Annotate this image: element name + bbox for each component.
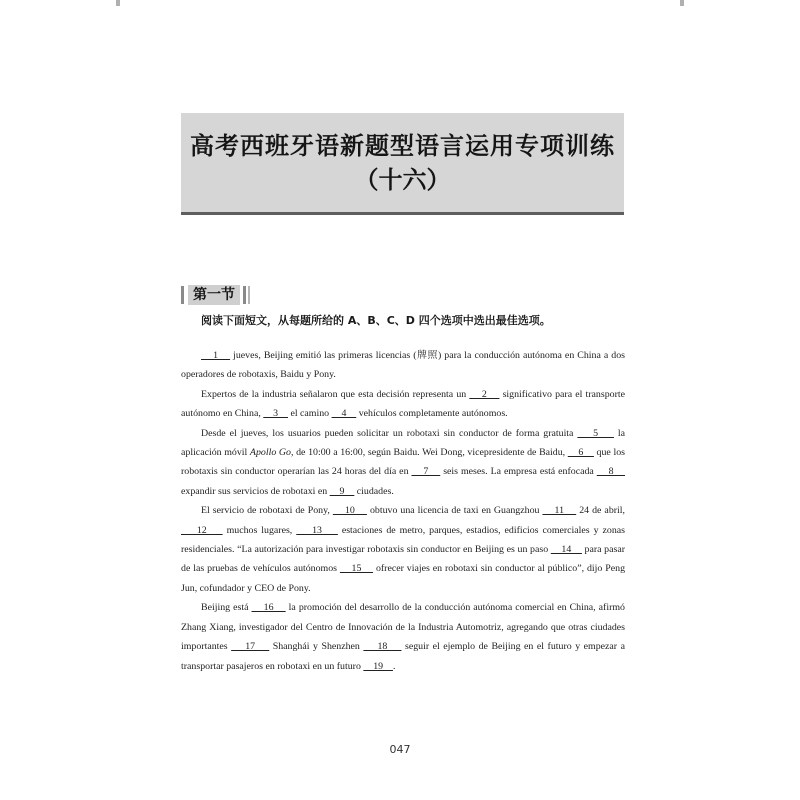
answer-blank: 9 [329, 485, 355, 497]
section-bar-left [181, 286, 184, 304]
passage-paragraph [181, 346, 625, 385]
answer-blank: 7 [411, 466, 441, 478]
answer-blank: 1 [201, 350, 231, 361]
page-subtitle: （十六） [354, 165, 451, 194]
reading-passage [181, 346, 625, 676]
passage-text: Beijing está [201, 602, 252, 614]
page-corner-mark-right [680, 0, 684, 6]
passage-paragraph [181, 385, 625, 424]
passage-paragraph [181, 424, 625, 502]
passage-text: seguir el ejemplo de Beijing en el futuro y empezar a transportar pasajeros en robotaxi en un futuro [181, 641, 626, 672]
section-instruction: 阅读下面短文，从每题所给的 A、B、C、D 四个选项中选出最佳选项。 [201, 314, 551, 327]
section-bar-right [243, 286, 246, 304]
answer-blank: 13 [296, 524, 338, 536]
passage-text: la aplicación móvil [181, 427, 625, 459]
answer-blank: 5 [577, 427, 614, 439]
answer-blank: 6 [567, 447, 594, 459]
answer-blank: 11 [542, 505, 577, 517]
section-heading [181, 285, 250, 305]
page-title: 高考西班牙语新题型语言运用专项训练 [190, 131, 615, 160]
answer-blank: 10 [332, 505, 367, 517]
passage-paragraph [181, 501, 625, 598]
passage-text: la promoción del desarrollo de la conducción autónoma comercial en China, afirmó Zhang Xiang, investigador del Centro de Innovación de la Industria Automotriz, agregando que otras ciudades importantes [181, 602, 625, 653]
passage-text: para pasar de las pruebas de vehículos autónomos [181, 544, 626, 575]
passage-text: el camino [287, 408, 332, 420]
answer-blank: 19 [363, 660, 393, 672]
passage-text: ofrecer viajes en robotaxi sin conductor al público”, dijo Peng Jun, cofundador y CEO de Pony. [181, 563, 626, 594]
passage-text: Shanghái y Shenzhen [269, 641, 364, 653]
passage-text: ciudades. [354, 485, 394, 497]
page-number: 047 [389, 743, 411, 756]
passage-text: vehículos completamente autónomos. [356, 408, 508, 420]
passage-text: . [392, 660, 396, 672]
page-corner-mark-left [116, 0, 120, 6]
passage-text: 24 de abril, [576, 505, 626, 517]
app-name-italic: Apollo Go [249, 447, 291, 459]
passage-text: Desde el jueves, los usuarios pueden solicitar un robotaxi sin conductor de forma gratuita [201, 427, 578, 439]
passage-paragraph [181, 598, 625, 676]
passage-text: seis meses. La empresa está enfocada [440, 466, 597, 478]
answer-blank: 18 [363, 641, 402, 653]
passage-text: obtuvo una licencia de taxi en Guangzhou [366, 505, 543, 517]
passage-text: muchos lugares, [222, 524, 297, 536]
answer-blank: 14 [550, 544, 582, 556]
answer-blank: 8 [596, 466, 626, 478]
title-banner [181, 113, 624, 215]
passage-text: estaciones de metro, parques, estadios, edificios comerciales y zonas residenciales. “La autorización para investigar robotaxis sin conductor en Beijing es un paso [181, 524, 626, 556]
answer-blank: 16 [251, 602, 286, 614]
passage-text: Expertos de la industria señalaron que esta decisión representa un [201, 388, 470, 400]
answer-blank: 12 [181, 524, 223, 536]
answer-blank: 17 [231, 641, 270, 653]
passage-text: , de 10:00 a 16:00, según Baidu. Wei Dong, vicepresidente de Baidu, [290, 447, 568, 459]
answer-blank: 2 [469, 388, 500, 400]
section-title: 第一节 [188, 285, 240, 305]
passage-text: expandir sus servicios de robotaxi en [181, 485, 330, 497]
passage-text: que los robotaxis sin conductor operarían las 24 horas del día en [181, 447, 625, 478]
answer-blank: 3 [263, 408, 288, 420]
passage-text: El servicio de robotaxi de Pony, [201, 505, 333, 517]
passage-text: significativo para el transporte autónomo en China, [181, 388, 625, 420]
passage-text: jueves, Beijing emitió las primeras licencias (牌照) para la conducción autónoma en China a dos operadores de robotaxis, Baidu y Pony. [181, 350, 626, 381]
answer-blank: 15 [339, 563, 374, 575]
answer-blank: 4 [331, 408, 357, 420]
section-bar-right-thin [248, 286, 250, 304]
